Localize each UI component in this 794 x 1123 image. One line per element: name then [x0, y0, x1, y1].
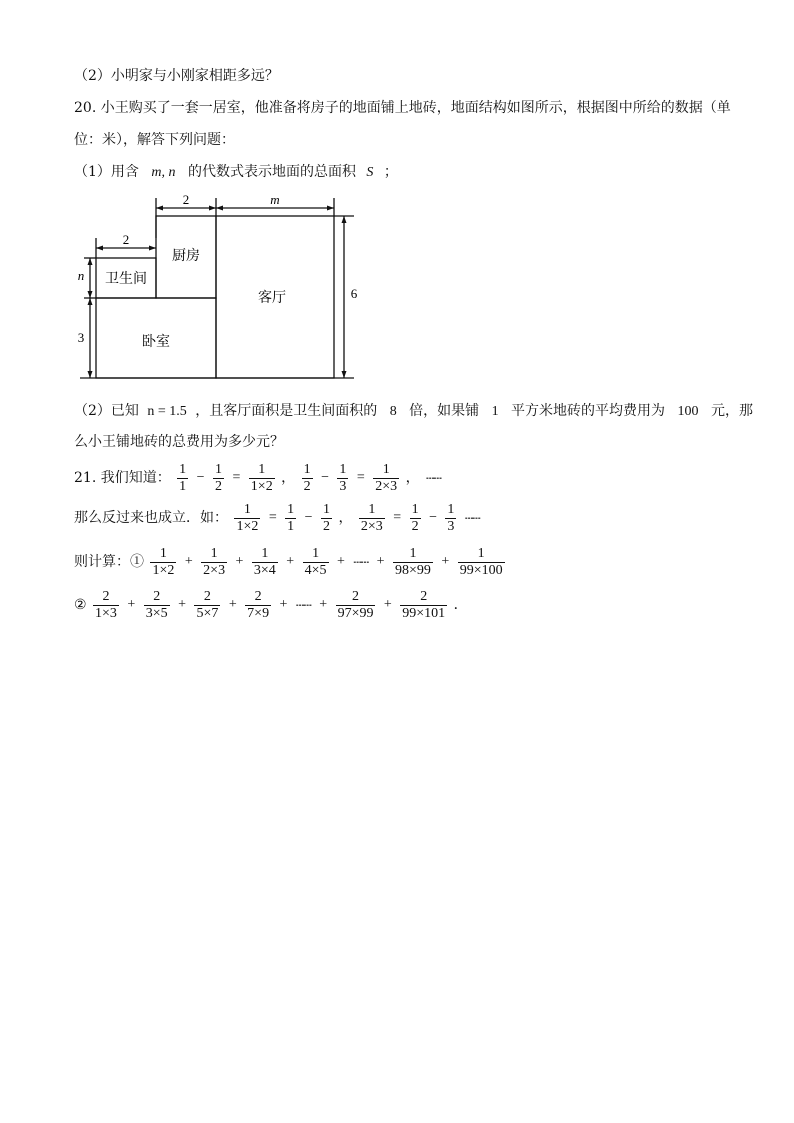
- minus-sign: −: [196, 470, 205, 485]
- ellipsis: ┄┄: [295, 597, 311, 613]
- q20-part2-text-e: 元，那: [710, 403, 753, 419]
- fraction: $\frac{1}{2\times 3}$: [203, 545, 226, 578]
- plus-sign: +: [319, 597, 328, 612]
- fraction: $\frac{1}{1\times 2}$: [236, 501, 259, 534]
- plus-sign: +: [235, 554, 244, 569]
- fraction: $\frac{1}{3}$: [339, 461, 347, 494]
- q20-intro-line2: 位：米），解答下列问题：: [74, 132, 235, 148]
- q20-part1-prefix: （1）用含: [74, 164, 139, 180]
- comma: ，: [405, 470, 420, 486]
- q21-compute-text: 则计算：①: [74, 554, 144, 570]
- q21-intro-text: 21. 我们知道：: [74, 470, 171, 486]
- q20-part1-suffix: ；: [383, 164, 398, 180]
- dim-3-label: 3: [77, 330, 85, 345]
- fraction: $\frac{1}{1\times 2}$: [250, 461, 273, 494]
- dim-bath-width-label: 2: [122, 232, 130, 247]
- plus-sign: +: [376, 554, 385, 569]
- plus-sign: +: [184, 554, 193, 569]
- bathroom-label: 卫生间: [105, 272, 147, 287]
- q20-part2-text-c: 倍，如果铺: [409, 403, 480, 419]
- q20-part2-cost: 100: [677, 404, 699, 419]
- floor-plan-figure: [74, 186, 364, 386]
- comma: ，: [338, 510, 353, 526]
- dim-living-width-label: m: [270, 192, 280, 207]
- minus-sign: −: [429, 510, 437, 525]
- minus-sign: −: [304, 510, 313, 525]
- fraction: $\frac{2}{3\times 5}$: [145, 588, 168, 621]
- q20-part2-line2: 么小王铺地砖的总费用为多少元？: [74, 434, 284, 450]
- kitchen-label: 厨房: [172, 249, 200, 264]
- equals-sign: =: [393, 510, 402, 525]
- minus-sign: −: [321, 470, 329, 485]
- fraction: $\frac{1}{3}$: [447, 501, 455, 534]
- q20-part1: [74, 162, 398, 183]
- fraction: $\frac{2}{97\times 99}$: [337, 588, 374, 621]
- fraction: $\frac{1}{2}$: [214, 461, 222, 494]
- plus-sign: +: [178, 597, 186, 612]
- q19-part2: （2）小明家与小刚家相距多远？: [74, 68, 279, 84]
- equals-sign: =: [232, 470, 241, 485]
- ellipsis: ┄┄: [464, 510, 480, 526]
- q20-part1-var-s: S: [366, 165, 374, 180]
- q20-part2-text-b: ，且客厅面积是卫生间面积的: [195, 403, 378, 419]
- fraction: $\frac{1}{3\times 4}$: [253, 545, 276, 578]
- q21-intro-line: [74, 460, 443, 496]
- plus-sign: +: [228, 597, 237, 612]
- fraction: $\frac{1}{2}$: [322, 501, 330, 534]
- q20-part2-n-eq: n = 1.5: [147, 404, 187, 419]
- plus-sign: +: [383, 597, 392, 612]
- dim-6-label: 6: [350, 286, 358, 301]
- q21-sum1-line: [74, 544, 507, 580]
- q20-intro-line1: 20. 小王购买了一套一居室，他准备将房子的地面铺上地砖，地面结构如图所示，根据图中所给的数据（单: [74, 100, 731, 116]
- living-room-label: 客厅: [258, 291, 286, 306]
- fraction: $\frac{1}{99\times 100}$: [459, 545, 503, 578]
- fraction: $\frac{2}{7\times 9}$: [247, 588, 270, 621]
- q21-reverse-text: 那么反过来也成立．如：: [74, 510, 228, 526]
- q20-part2-text-a: （2）已知: [74, 403, 139, 419]
- fraction: $\frac{1}{1}$: [287, 501, 295, 534]
- plus-sign: +: [336, 554, 345, 569]
- q20-part2-times: 8: [389, 404, 397, 419]
- fraction: $\frac{1}{4\times 5}$: [304, 545, 327, 578]
- plus-sign: +: [127, 597, 136, 612]
- q21-reverse-line: [74, 500, 482, 536]
- equals-sign: =: [356, 470, 365, 485]
- plus-sign: +: [286, 554, 295, 569]
- fraction: $\frac{1}{2}$: [411, 501, 419, 534]
- equals-sign: =: [268, 510, 277, 525]
- plus-sign: +: [441, 554, 450, 569]
- q20-part1-middle: 的代数式表示地面的总面积: [187, 164, 356, 180]
- ellipsis: ┄┄: [353, 554, 369, 570]
- q20-part2-text-d: 平方米地砖的平均费用为: [511, 403, 666, 419]
- plus-sign: +: [279, 597, 288, 612]
- fraction: $\frac{2}{5\times 7}$: [196, 588, 219, 621]
- fraction: $\frac{1}{2\times 3}$: [360, 501, 383, 534]
- fraction: $\frac{2}{99\times 101}$: [402, 588, 446, 621]
- bedroom-label: 卧室: [142, 335, 170, 350]
- comma: ，: [281, 470, 296, 486]
- fraction: $\frac{1}{98\times 99}$: [395, 545, 431, 578]
- fraction: $\frac{1}{1\times 2}$: [152, 545, 175, 578]
- period: ．: [453, 597, 468, 613]
- q20-part1-vars: m, n: [151, 165, 176, 180]
- q21-sum2-line: [74, 587, 468, 623]
- fraction: $\frac{1}{1}$: [179, 461, 187, 494]
- fraction: $\frac{2}{1\times 3}$: [95, 588, 117, 621]
- fraction: $\frac{1}{2}$: [303, 461, 311, 494]
- ellipsis: ┄┄: [426, 470, 441, 486]
- q20-part2-one: 1: [491, 404, 499, 419]
- dim-kitchen-width-label: 2: [182, 192, 190, 207]
- q20-part2-line1: [74, 401, 753, 422]
- dim-n-label: n: [77, 268, 85, 283]
- fraction: $\frac{1}{2\times 3}$: [375, 461, 398, 494]
- q21-circle2: ②: [74, 597, 87, 613]
